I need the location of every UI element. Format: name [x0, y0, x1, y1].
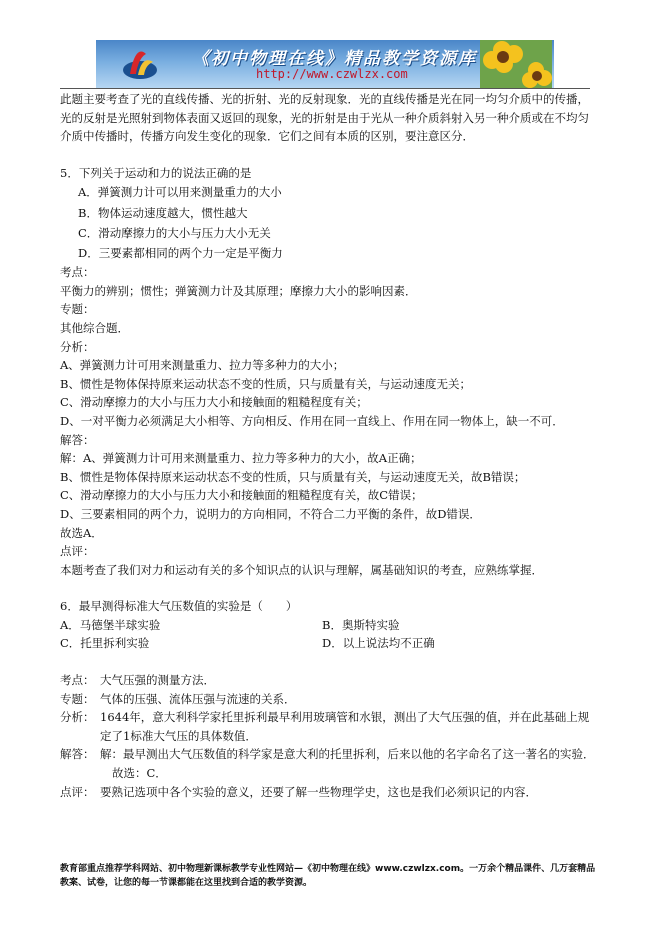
q6-option-d: D．以上说法均不正确 [322, 636, 435, 651]
q6-fenxi: 1644年，意大利科学家托里拆利最早利用玻璃管和水银，测出了大气压强的值，并在此基础上规定了1标准大气压的具体数值． [100, 710, 590, 743]
q6-jieda-label: 解答： [60, 747, 95, 762]
q5-option-d: D．三要素都相同的两个力一定是平衡力 [78, 245, 283, 260]
header-rule [60, 88, 590, 89]
q5-dianping: 本题考查了我们对力和运动有关的多个知识点的认识与理解，属基础知识的考查，应熟练掌握． [60, 562, 543, 577]
q5-kaodian-label: 考点： [60, 265, 95, 280]
q5-option-a: A．弹簧测力计可以用来测量重力的大小 [78, 185, 282, 200]
banner-title: 《初中物理在线》精品教学资源库 [192, 49, 477, 69]
q6-kaodian: 大气压强的测量方法． [100, 673, 215, 688]
q5-jieda-line: B、惯性是物体保持原来运动状态不变的性质，只与质量有关，与运动速度无关，故B错误； [60, 469, 526, 484]
q6-answer: 故选：C． [112, 766, 167, 781]
q5-jieda-line: C、滑动摩擦力的大小与压力大小和接触面的粗糙程度有关，故C错误； [60, 488, 423, 503]
q5-kaodian: 平衡力的辨别；惯性；弹簧测力计及其原理；摩擦力大小的影响因素． [60, 283, 417, 298]
intro-paragraph: 此题主要考查了光的直线传播、光的折射、光的反射现象．光的直线传播是光在同一均匀介质中的传播，光的反射是光照射到物体表面又返回的现象，光的折射是由于光从一种介质斜射入另一种介质或在不均匀介质中传播时，传播方向发生变化的现象．它们之间有本质的区别，要注意区分． [60, 92, 589, 144]
q5-answer: 故选A． [60, 525, 103, 540]
site-logo-icon [120, 44, 160, 84]
q6-dianping-row [60, 783, 600, 802]
q6-kaodian-label: 考点： [60, 673, 95, 688]
q5-zhuanti-label: 专题： [60, 302, 95, 317]
q6-dianping-label: 点评： [60, 784, 95, 799]
question-5-stem: 5．下列关于运动和力的说法正确的是 [60, 165, 252, 180]
q5-dianping-label: 点评： [60, 544, 95, 559]
q5-fenxi-line: D、一对平衡力必须满足大小相等、方向相反、作用在同一直线上、作用在同一物体上，缺一不可． [60, 413, 564, 428]
q5-fenxi-line: A、弹簧测力计可用来测量重力、拉力等多种力的大小； [60, 358, 345, 373]
sunflower-icon [480, 40, 552, 88]
q6-kaodian-row [60, 671, 600, 690]
q6-zhuanti-label: 专题： [60, 691, 95, 706]
q5-option-c: C．滑动摩擦力的大小与压力大小无关 [78, 225, 271, 240]
q5-option-b: B．物体运动速度越大，惯性越大 [78, 205, 248, 220]
q6-fenxi-label: 分析： [60, 710, 95, 725]
q5-jieda-line: 解：A、弹簧测力计可用来测量重力、拉力等多种力的大小，故A正确； [60, 451, 422, 466]
q5-fenxi-label: 分析： [60, 339, 95, 354]
banner-url[interactable]: http://www.czwlzx.com [256, 67, 408, 81]
document-body [60, 90, 600, 801]
q6-option-a: A．马德堡半球实验 [60, 617, 161, 632]
q5-zhuanti: 其他综合题． [60, 320, 129, 335]
q6-option-c: C．托里拆利实验 [60, 636, 150, 651]
q6-jieda-row [60, 745, 600, 782]
q5-fenxi-line: C、滑动摩擦力的大小与压力大小和接触面的粗糙程度有关； [60, 395, 368, 410]
header-banner [96, 40, 554, 88]
q6-zhuanti: 气体的压强、流体压强与流速的关系． [100, 691, 296, 706]
q5-fenxi-line: B、惯性是物体保持原来运动状态不变的性质，只与质量有关，与运动速度无关； [60, 376, 471, 391]
q6-zhuanti-row [60, 690, 600, 709]
page-footer: 教育部重点推荐学科网站、初中物理新课标教学专业性网站—《初中物理在线》www.czwlzx.com。一万余个精品课件、几万套精品教案、试卷，让您的每一节课都能在这里找到合适的教学资源。 [60, 864, 596, 888]
q6-dianping: 要熟记选项中各个实验的意义，还要了解一些物理学史，这也是我们必须识记的内容． [100, 784, 537, 799]
q6-fenxi-row [60, 708, 600, 745]
q5-jieda-line: D、三要素相同的两个力，说明力的方向相同，不符合二力平衡的条件，故D错误． [60, 506, 481, 521]
question-6-stem: 6．最早测得标准大气压数值的实验是（ ） [60, 599, 298, 614]
q6-options [60, 616, 600, 653]
q6-jieda: 解：最早测出大气压数值的科学家是意大利的托里拆利，后来以他的名字命名了这一著名的实验． [100, 747, 595, 762]
q6-option-b: B．奥斯特实验 [322, 617, 400, 632]
q5-jieda-label: 解答： [60, 432, 95, 447]
